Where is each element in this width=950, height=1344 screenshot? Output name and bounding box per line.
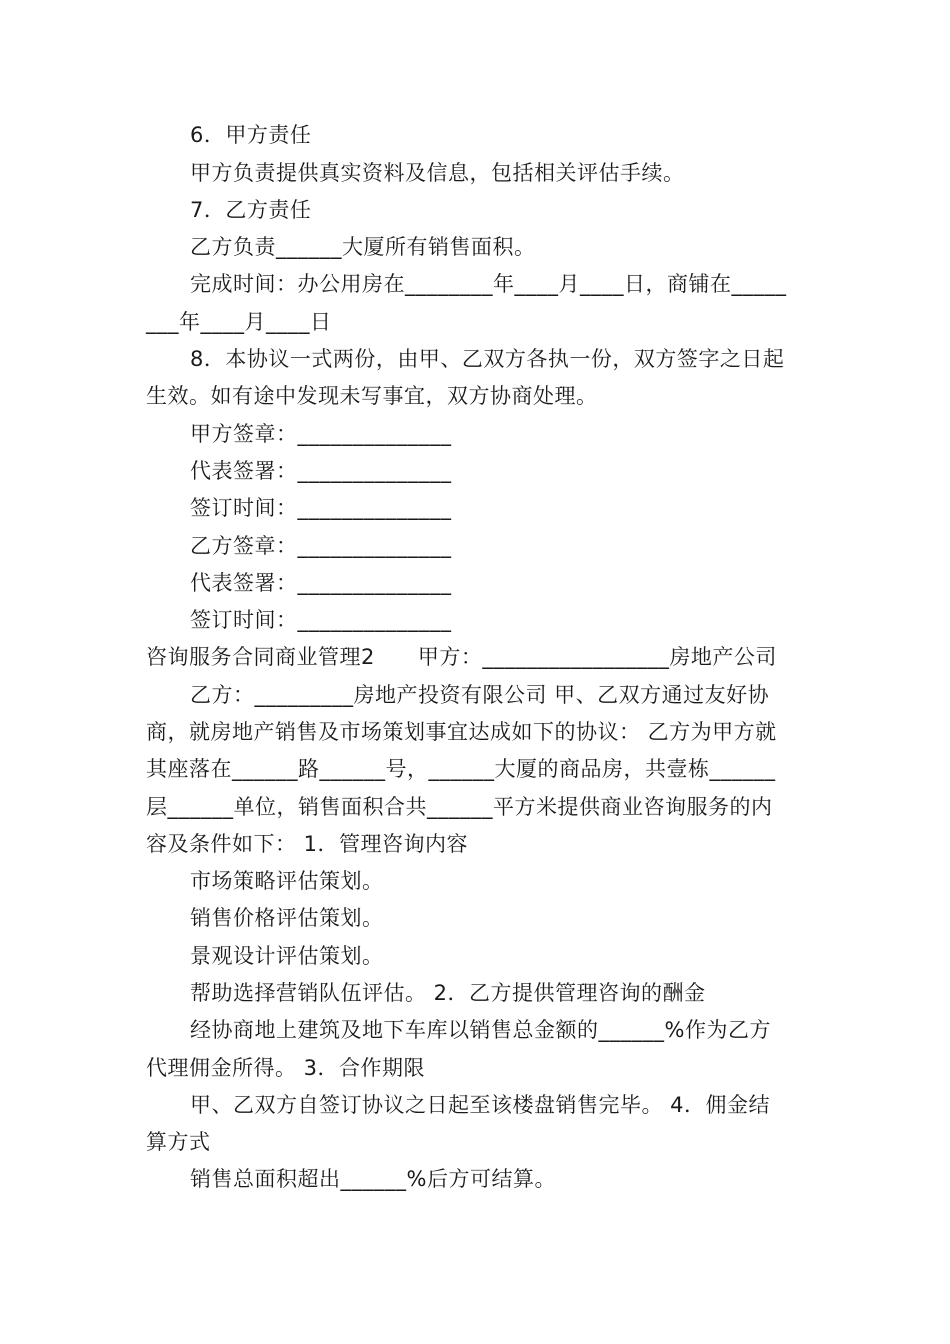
representative-signature-line: 代表签署：______________: [190, 571, 452, 595]
list-item: 景观设计评估策划。: [190, 944, 384, 968]
settlement-condition-line: 销售总面积超出______%后方可结算。: [190, 1167, 556, 1191]
party-a-duty-text: 甲方负责提供真实资料及信息，包括相关评估手续。: [190, 161, 685, 185]
agreement-text-line: 其座落在______路______号，______大厦的商品房，共壹栋______: [146, 757, 776, 781]
list-item: 销售价格评估策划。: [190, 906, 384, 930]
completion-time-line: 完成时间：办公用房在________年____月____日，商铺在_____: [190, 272, 787, 296]
party-b-seal-line: 乙方签章：______________: [190, 534, 452, 558]
section-8-text: 8．本协议一式两份，由甲、乙双方各执一份，双方签字之日起: [190, 347, 785, 371]
representative-signature-line: 代表签署：______________: [190, 459, 452, 483]
list-item: 帮助选择营销队伍评估。 2．乙方提供管理咨询的酬金: [190, 981, 706, 1005]
agreement-text-line: 层______单位，销售面积合共______平方米提供商业咨询服务的内: [146, 795, 773, 819]
contract-2-title-line: 咨询服务合同商业管理2 甲方：_________________房地产公司: [146, 645, 777, 669]
agreement-text-line: 商，就房地产销售及市场策划事宜达成如下的协议： 乙方为甲方就: [146, 720, 777, 744]
cooperation-period-line: 甲、乙双方自签订协议之日起至该楼盘销售完毕。 4．佣金结: [190, 1093, 771, 1117]
section-8-continued: 生效。如有途中发现未写事宜，双方协商处理。: [146, 384, 598, 408]
party-b-intro-line: 乙方：_________房地产投资有限公司 甲、乙双方通过友好协: [190, 683, 770, 707]
commission-text-line: 经协商地上建筑及地下车库以销售总金额的______%作为乙方: [190, 1018, 771, 1042]
settlement-method-heading: 算方式: [146, 1130, 211, 1154]
signing-date-line: 签订时间：______________: [190, 496, 452, 520]
signing-date-line: 签订时间：______________: [190, 608, 452, 632]
section-6-heading: 6．甲方责任: [190, 123, 312, 147]
section-7-heading: 7．乙方责任: [190, 198, 312, 222]
completion-time-continued: ___年____月____日: [146, 310, 332, 334]
agreement-text-line: 容及条件如下： 1．管理咨询内容: [146, 832, 469, 856]
party-a-seal-line: 甲方签章：______________: [190, 422, 452, 446]
party-b-duty-text: 乙方负责______大厦所有销售面积。: [190, 235, 536, 259]
commission-text-continued: 代理佣金所得。 3．合作期限: [146, 1056, 426, 1080]
list-item: 市场策略评估策划。: [190, 869, 384, 893]
